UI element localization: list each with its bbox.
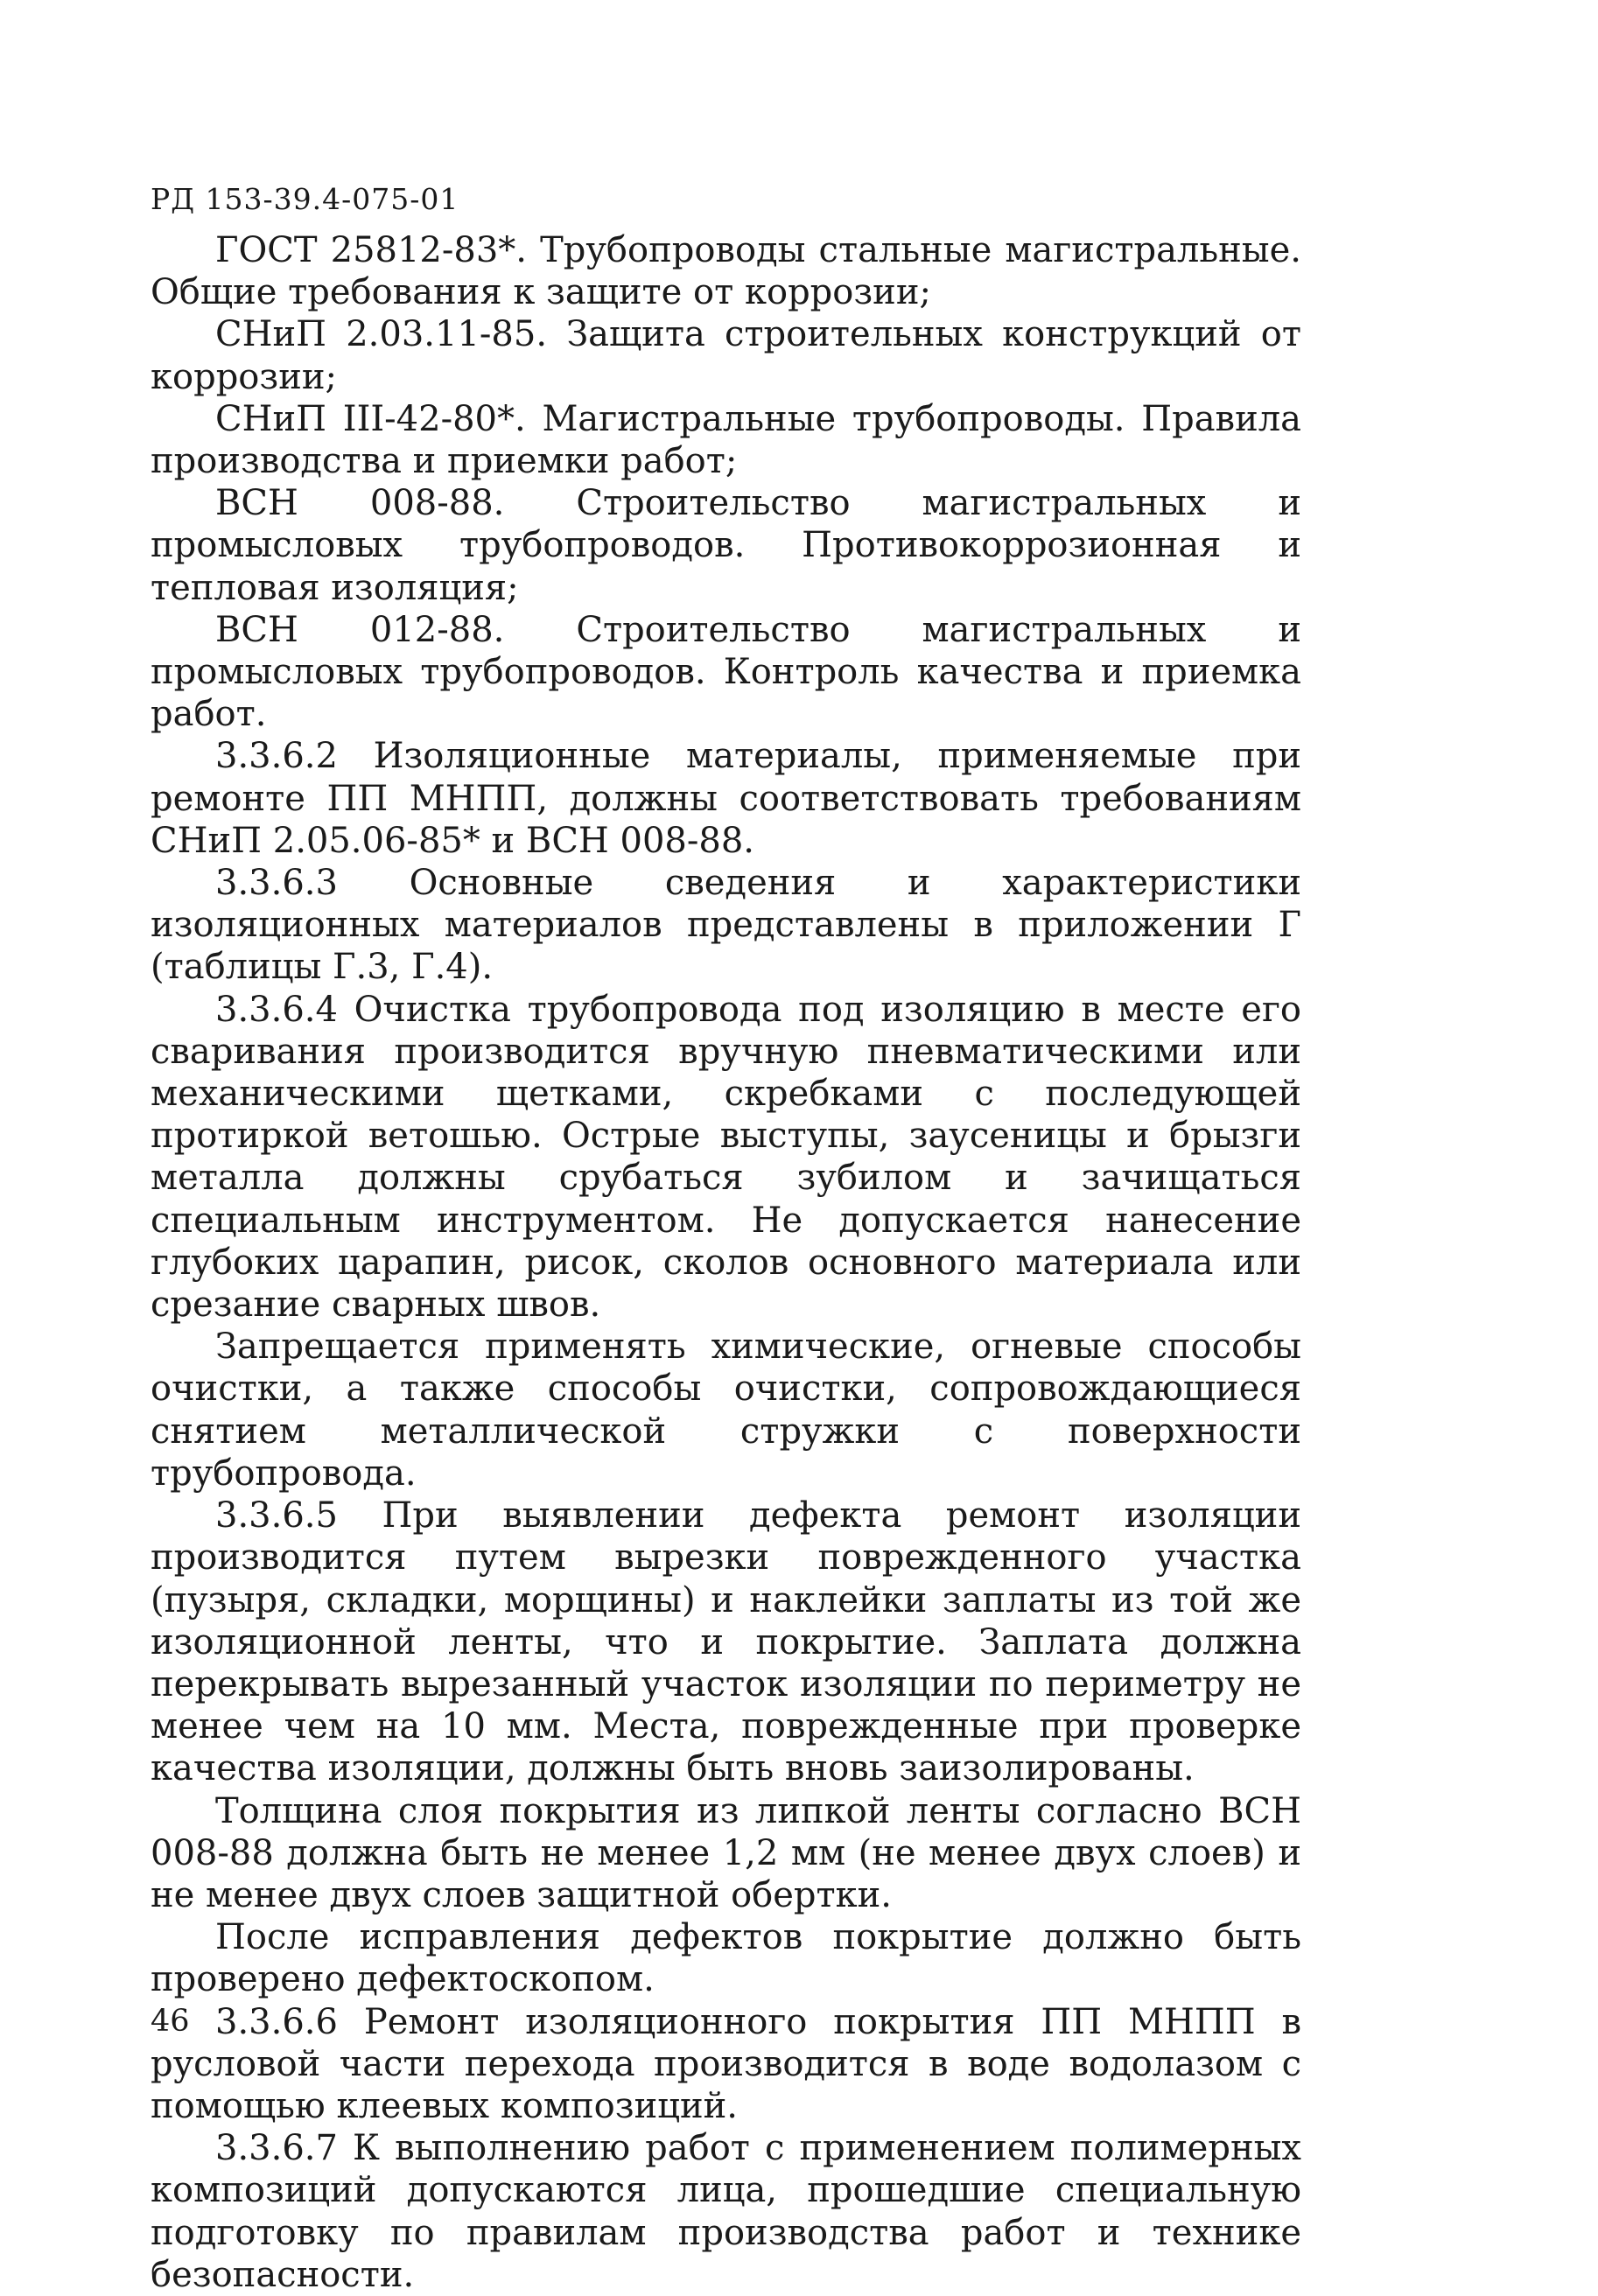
paragraph-3-3-6-6: 3.3.6.6 Ремонт изоляционного покрытия ПП МНПП в русловой части перехода производится в воде водолазом с помощью клеевых композиций.: [151, 2001, 1301, 2126]
document-code-header: РД 153-39.4-075-01: [151, 182, 459, 216]
paragraph-3-3-6-2: 3.3.6.2 Изоляционные материалы, применяемые при ремонте ПП МНПП, должны соответствовать требованиям СНиП 2.05.06-85* и ВСН 008-88.: [151, 736, 1301, 861]
body-text: [151, 229, 1301, 2296]
paragraph-vsn-012: ВСН 012-88. Строительство магистральных и промысловых трубопроводов. Контроль качества и приемка работ.: [151, 609, 1301, 735]
paragraph-thickness: Толщина слоя покрытия из липкой ленты согласно ВСН 008-88 должна быть не менее 1,2 мм (не менее двух слоев) и не менее двух слоев защитной обертки.: [151, 1790, 1301, 1915]
paragraph-3-3-6-4: 3.3.6.4 Очистка трубопровода под изоляцию в месте его сваривания производится вручную пневматическими или механическими щетками, скребками с последующей протиркой ветошью. Острые выступы, заусеницы и брызги металла должны срубаться зубилом и зачищаться специальным инструментом. Не допускается нанесение глубоких царапин, рисок, сколов основного материала или срезание сварных швов.: [151, 989, 1301, 1326]
paragraph-3-3-6-7: 3.3.6.7 К выполнению работ с применением полимерных композиций допускаются лица, прошедшие специальную подготовку по правилам производства работ и технике безопасности.: [151, 2128, 1301, 2295]
paragraph-after-repair: После исправления дефектов покрытие должно быть проверено дефектоскопом.: [151, 1917, 1301, 2000]
paragraph-3-3-6-5: 3.3.6.5 При выявлении дефекта ремонт изоляции производится путем вырезки поврежденного участка (пузыря, складки, морщины) и наклейки заплаты из той же изоляционной ленты, что и покрытие. Заплата должна перекрывать вырезанный участок изоляции по периметру не менее чем на 10 мм. Места, поврежденные при проверке качества изоляции, должны быть вновь заизолированы.: [151, 1495, 1301, 1789]
page-number: 46: [151, 2004, 190, 2039]
paragraph-prohibition: Запрещается применять химические, огневые способы очистки, а также способы очистки, сопровождающиеся снятием металлической стружки с поверхности трубопровода.: [151, 1326, 1301, 1494]
paragraph-vsn-008: ВСН 008-88. Строительство магистральных и промысловых трубопроводов. Противокоррозионная и тепловая изоляция;: [151, 483, 1301, 608]
paragraph-gost-25812: ГОСТ 25812-83*. Трубопроводы стальные магистральные. Общие требования к защите от коррозии;: [151, 230, 1301, 313]
paragraph-snip-2-03-11: СНиП 2.03.11-85. Защита строительных конструкций от коррозии;: [151, 314, 1301, 397]
paragraph-3-3-6-3: 3.3.6.3 Основные сведения и характеристики изоляционных материалов представлены в приложении Г (таблицы Г.3, Г.4).: [151, 863, 1301, 988]
paragraph-snip-iii-42: СНиП III-42-80*. Магистральные трубопроводы. Правила производства и приемки работ;: [151, 398, 1301, 482]
